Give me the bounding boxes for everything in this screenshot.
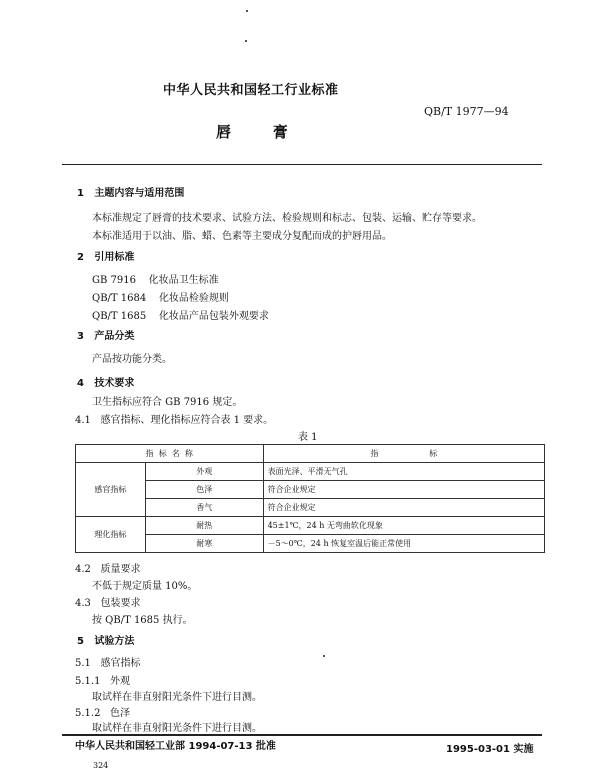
table-row: [76, 481, 545, 499]
clause-5-1: 5.1 感官指标: [75, 658, 141, 669]
section-2-heading: 2 引用标准: [77, 252, 135, 263]
section-4-para: 卫生指标应符合 GB 7916 规定。: [92, 397, 243, 408]
implementation-line: 1995-03-01 实施: [446, 744, 534, 755]
clause-5-1-2-text: 取试样在非直射阳光条件下进行目测。: [92, 723, 262, 734]
section-3-para: 产品按功能分类。: [92, 354, 172, 365]
table-group-cell: 感官指标: [76, 463, 146, 517]
scan-speck: [245, 40, 247, 42]
table-row: [76, 463, 545, 481]
table-cell: 香气: [145, 499, 263, 517]
section-1-heading: 1 主题内容与适用范围: [77, 188, 185, 199]
table-row: [76, 535, 545, 553]
page-number: 324: [93, 761, 109, 770]
reference-item: QB/T 1685 化妆品产品包装外观要求: [92, 311, 269, 322]
document-title: 唇 膏: [216, 123, 288, 141]
clause-5-1-1-text: 取试样在非直射阳光条件下进行目测。: [92, 692, 262, 703]
standard-number: QB/T 1977—94: [424, 105, 509, 118]
table-cell: 表面光泽、平滑无气孔: [263, 463, 544, 481]
section-4-heading: 4 技术要求: [77, 378, 135, 389]
header-rule: [62, 164, 542, 165]
table-row: [76, 499, 545, 517]
table-cell: 符合企业规定: [263, 481, 544, 499]
table-header-cell: 指 标 名 称: [76, 445, 264, 463]
spec-table: [75, 444, 545, 553]
table-caption: 表 1: [298, 432, 318, 443]
table-cell: 耐热: [145, 517, 263, 535]
table-row: [76, 517, 545, 535]
scan-speck: [323, 655, 325, 657]
reference-item: GB 7916 化妆品卫生标准: [92, 275, 219, 286]
table-cell: 符合企业规定: [263, 499, 544, 517]
table-group-cell: 理化指标: [76, 517, 146, 553]
approval-line: 中华人民共和国轻工业部 1994-07-13 批准: [75, 741, 276, 752]
scan-speck: [246, 10, 248, 12]
section-3-heading: 3 产品分类: [77, 331, 135, 342]
clause-4-3-text: 按 QB/T 1685 执行。: [92, 615, 193, 626]
section-5-heading: 5 试验方法: [77, 636, 135, 647]
clause-4-2: 4.2 质量要求: [75, 564, 141, 575]
section-1-para-1: 本标准规定了唇膏的技术要求、试验方法、检验规则和标志、包装、运输、贮存等要求。: [92, 213, 482, 224]
table-cell: 45±1℃，24 h 无弯曲软化现象: [263, 517, 544, 535]
table-header-cell: 指 标: [263, 445, 544, 463]
org-title: 中华人民共和国轻工行业标准: [163, 83, 339, 98]
footer-rule: [62, 734, 542, 736]
table-cell: 外观: [145, 463, 263, 481]
clause-4-1: 4.1 感官指标、理化指标应符合表 1 要求。: [75, 415, 274, 426]
clause-4-3: 4.3 包装要求: [75, 598, 141, 609]
reference-item: QB/T 1684 化妆品检验规则: [92, 293, 229, 304]
clause-5-1-2: 5.1.2 色泽: [75, 708, 130, 719]
clause-4-2-text: 不低于规定质量 10%。: [92, 581, 198, 592]
section-1-para-2: 本标准适用于以油、脂、蜡、色素等主要成分复配而成的护唇用品。: [92, 231, 392, 242]
table-cell: 色泽: [145, 481, 263, 499]
table-cell: 耐寒: [145, 535, 263, 553]
table-header-row: [76, 445, 545, 463]
clause-5-1-1: 5.1.1 外观: [75, 676, 130, 687]
table-cell: －5～0℃，24 h 恢复室温后能正常使用: [263, 535, 544, 553]
